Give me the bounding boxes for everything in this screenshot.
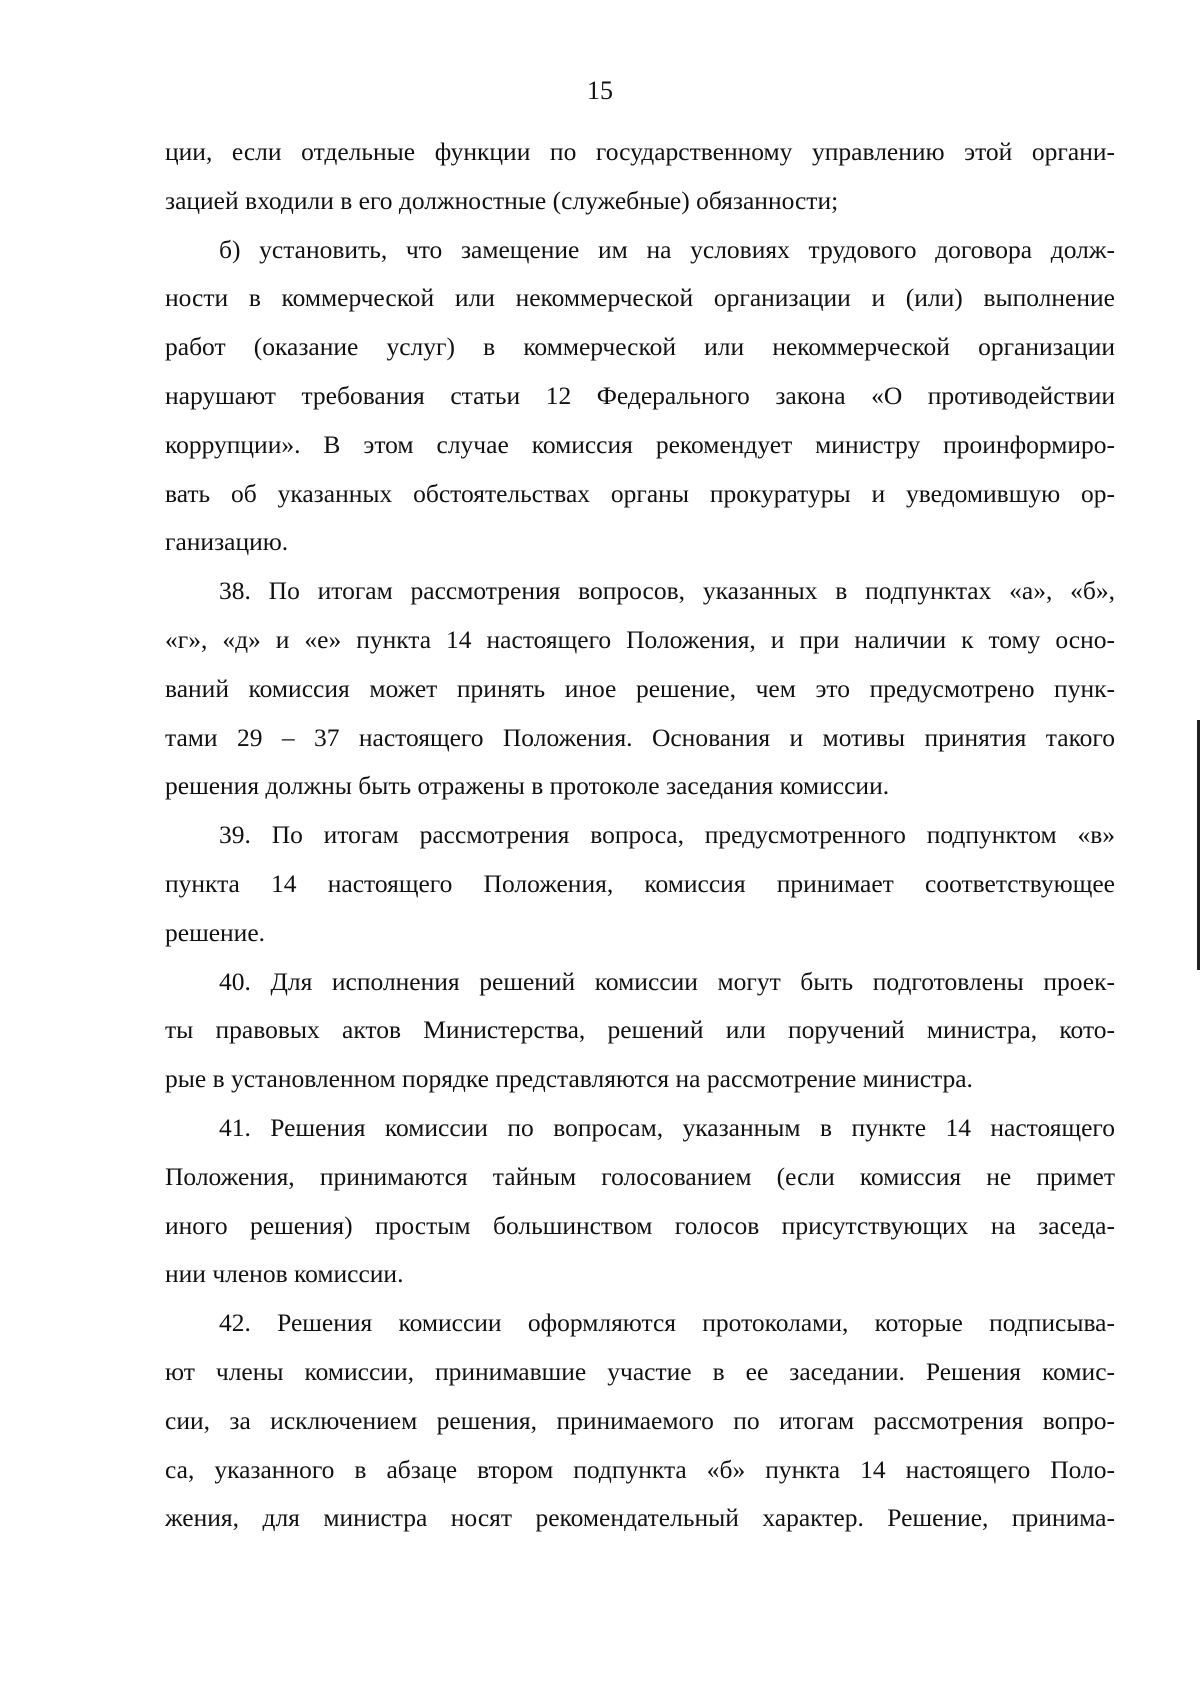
text-line: пункта 14 настоящего Положения, комиссия принимает соответствующее <box>165 868 1115 898</box>
text-line: сии, за исключением решения, принимаемого по итогам рассмотрения вопро- <box>165 1405 1115 1435</box>
text-line: ции, если отдельные функции по государственному управлению этой органи- <box>165 137 1115 166</box>
text-line: тами 29 – 37 настоящего Положения. Основания и мотивы принятия такого <box>165 722 1115 752</box>
text-line: ваний комиссия может принять иное решение, чем это предусмотрено пунк- <box>165 673 1115 703</box>
paragraph-start-line: 40. Для исполнения решений комиссии могут быть подготовлены проек- <box>219 966 1115 996</box>
text-line: решения должны быть отражены в протоколе заседания комиссии. <box>165 771 890 801</box>
paragraph-start-line: 38. По итогам рассмотрения вопросов, указанных в подпунктах «а», «б», <box>219 576 1115 606</box>
text-line: иного решения) простым большинством голосов присутствующих на заседа- <box>165 1210 1115 1240</box>
text-line: вать об указанных обстоятельствах органы прокуратуры и уведомившую ор- <box>165 478 1115 508</box>
paragraph-start-line: 42. Решения комиссии оформляются протоколами, которые подписыва- <box>219 1308 1115 1338</box>
text-line: Положения, принимаются тайным голосованием (если комиссия не примет <box>165 1161 1115 1191</box>
text-line: нии членов комиссии. <box>165 1259 404 1289</box>
text-line: ганизацию. <box>165 527 289 557</box>
text-line: решение. <box>165 917 266 947</box>
text-line: коррупции». В этом случае комиссия рекомендует министру проинформиро- <box>165 429 1115 459</box>
text-line: «г», «д» и «е» пункта 14 настоящего Положения, и при наличии к тому осно- <box>165 624 1115 654</box>
text-line: ты правовых актов Министерства, решений или поручений министра, кото- <box>165 1015 1115 1045</box>
text-line: работ (оказание услуг) в коммерческой или некоммерческой организации <box>165 332 1115 362</box>
text-line: зацией входили в его должностные (служебные) обязанности; <box>165 185 839 215</box>
text-line: са, указанного в абзаце втором подпункта «б» пункта 14 настоящего Поло- <box>165 1454 1115 1484</box>
page-number: 15 <box>587 76 613 105</box>
paragraph-start-line: б) установить, что замещение им на условиях трудового договора долж- <box>219 234 1115 264</box>
text-line: жения, для министра носят рекомендательный характер. Решение, принима- <box>165 1503 1115 1533</box>
document-body <box>165 128 1115 1543</box>
paragraph-start-line: 39. По итогам рассмотрения вопроса, предусмотренного подпунктом «в» <box>219 820 1115 850</box>
text-line: ности в коммерческой или некоммерческой организации и (или) выполнение <box>165 283 1115 313</box>
text-line: рые в установленном порядке представляются на рассмотрение министра. <box>165 1064 973 1094</box>
text-line: нарушают требования статьи 12 Федерального закона «О противодействии <box>165 380 1115 410</box>
paragraph-start-line: 41. Решения комиссии по вопросам, указанным в пункте 14 настоящего <box>219 1112 1115 1142</box>
text-line: ют члены комиссии, принимавшие участие в ее заседании. Решения комис- <box>165 1356 1115 1386</box>
